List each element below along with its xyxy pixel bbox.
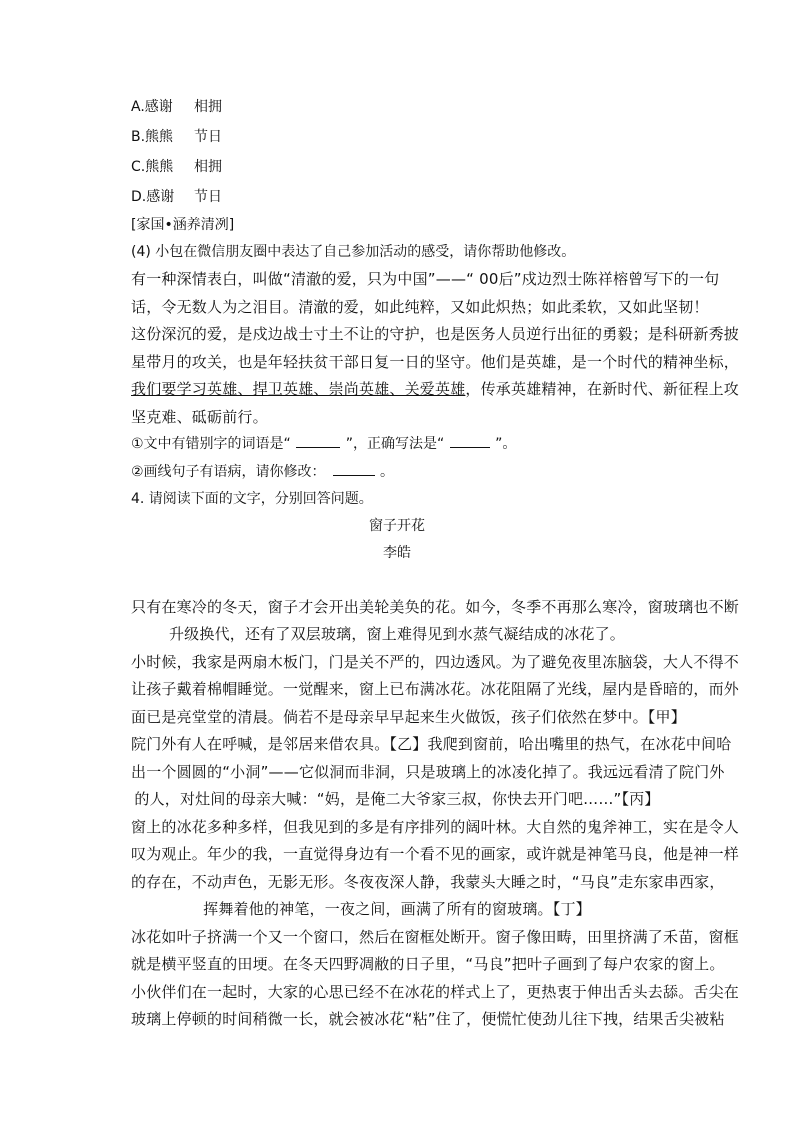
answer-blank[interactable] [296,435,340,448]
section-header: [家国•涵养清冽] [131,217,235,233]
article-line: 叹为观止。年少的我，一直觉得身边有一个看不见的画家，或许就是神笔马良，他是神一样 [131,845,740,863]
option-word: 节日 [194,129,222,145]
article-line: 的存在，不动声色，无影无形。冬夜夜深人静，我蒙头大睡之时，“马良”走东家串西家， [131,873,725,891]
option-word: 相拥 [194,99,222,115]
article-line: 就是横平竖直的田埂。在冬天四野凋敝的日子里，“马良”把叶子画到了每户农家的窗上。 [131,955,725,973]
passage-line: 坚克难、砥砺前行。 [131,408,268,426]
article-line: 院门外有人在呼喊，是邻居来借农具。【乙】我爬到窗前，哈出嘴里的热气，在冰花中间哈 [131,735,732,753]
article-line: 冰花如叶子挤满一个又一个窗口，然后在窗框处断开。窗子像田畴，田里挤满了禾苗，窗框 [131,928,740,946]
option-word: 节日 [194,189,222,205]
option-b [131,128,222,146]
article-line: 只有在寒冷的冬天，窗子才会开出美轮美奂的花。如今，冬季不再那么寒冷，窗玻璃也不断 [131,598,740,616]
article-author: 李皓 [383,545,411,561]
passage-line: 这份深沉的爱，是戍边战士寸土不让的守护，也是医务人员逆行出征的勇毅；是科研新秀披 [131,325,740,343]
article-line: 小伙伴们在一起时，大家的心思已经不在冰花的样式上了，更热衷于伸出舌头去舔。舌尖在 [131,983,740,1001]
answer-blank[interactable] [450,435,490,448]
article-line: 面已是亮堂堂的清晨。倘若不是母亲早早起来生火做饭，孩子们依然在梦中。【甲】 [131,708,686,726]
sub2-text-a: ②画线句子有语病，请你修改： [131,464,326,480]
article-line: 玻璃上停顿的时间稍微一长，就会被冰花“粘”住了，便慌忙使劲儿往下拽，结果舌尖被粘 [131,1010,725,1028]
passage-line: 话，令无数人为之泪目。清澈的爱，如此纯粹，又如此炽热；如此柔软，又如此坚韧！ [131,298,709,316]
answer-blank[interactable] [333,463,375,476]
sub-question-1 [131,435,516,453]
option-word: 相拥 [194,159,222,175]
article-title: 窗子开花 [369,518,425,534]
article-line: 窗上的冰花多种多样，但我见到的多是有序排列的阔叶林。大自然的鬼斧神工，实在是令人 [131,818,740,836]
passage-line-underlined [131,380,740,398]
sub2-text-b: 。 [375,464,395,480]
article-line: 小时候，我家是两扇木板门，门是关不严的，四边透风。为了避免夜里冻脑袋，大人不得不 [131,653,740,671]
option-label: A.感谢 [131,99,173,115]
question-4-intro: 4. 请阅读下面的文字，分别回答问题。 [131,491,373,507]
article-line: 挥舞着他的神笔，一夜之间，画满了所有的窗玻璃。【丁】 [203,900,591,918]
option-a [131,98,222,116]
passage-line: 有一种深情表白，叫做“清澈的爱，只为中国”——“ 00后”戍边烈士陈祥榕曾写下的一句 [131,270,720,288]
option-d [131,188,222,206]
article-line: 升级换代，还有了双层玻璃，窗上难得见到水蒸气凝结成的冰花了。 [168,625,625,643]
passage-continuation: ，传承英雄精神，在新时代、新征程上攻 [465,380,740,398]
underlined-sentence: 我们要学习英雄、捍卫英雄、崇尚英雄、关爱英雄 [131,380,466,398]
option-c [131,158,222,176]
sub1-text-b: ”，正确写法是“ [341,436,449,452]
article-line: 的人，对灶间的母亲大喊：“妈，是俺二大爷家三叔，你快去开门吧……”【丙】 [134,790,660,808]
article-line: 让孩子戴着棉帽睡觉。一觉醒来，窗上已布满冰花。冰花阻隔了光线，屋内是昏暗的，而外 [131,680,740,698]
sub-question-2 [131,463,394,481]
sub1-text-a: ①文中有错别字的词语是“ [131,436,296,452]
article-line: 出一个圆圆的“小洞”——它似洞而非洞，只是玻璃上的冰凌化掉了。我远远看清了院门外 [131,763,725,781]
option-label: C.熊熊 [131,159,174,175]
option-label: B.熊熊 [131,129,174,145]
option-label: D.感谢 [131,189,175,205]
passage-line: 星带月的攻关，也是年轻扶贫干部日复一日的坚守。他们是英雄，是一个时代的精神坐标， [131,353,740,371]
sub1-text-c: ”。 [490,436,517,452]
question-4-prompt: (4) 小包在微信朋友圈中表达了自己参加活动的感受，请你帮助他修改。 [131,244,576,260]
